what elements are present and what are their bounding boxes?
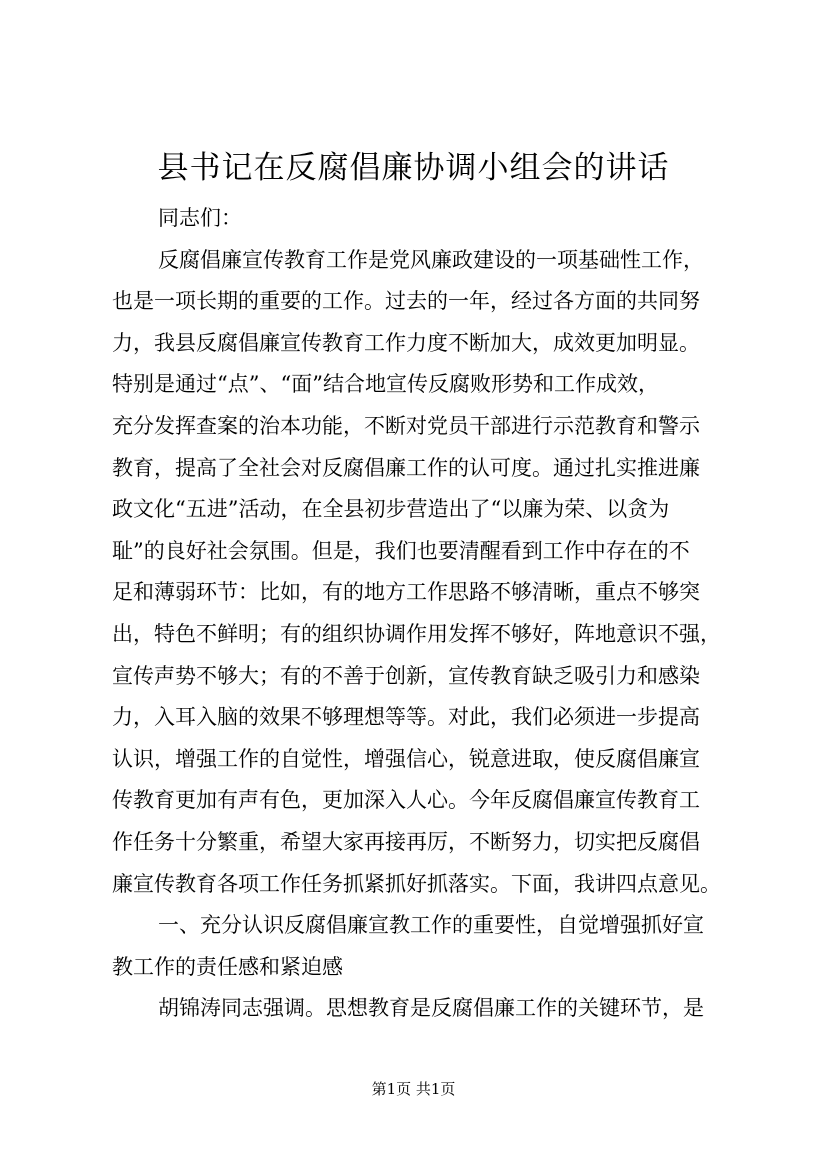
section-heading-line: 一、充分认识反腐倡廉宣教工作的重要性，自觉增强抓好宣 bbox=[158, 913, 704, 938]
body-line: 力，入耳入脑的效果不够理想等等。对此，我们必须进一步提高 bbox=[112, 705, 700, 730]
body-line: 教育，提高了全社会对反腐倡廉工作的认可度。通过扎实推进廉 bbox=[112, 455, 700, 480]
body-line: 充分发挥查案的治本功能，不断对党员干部进行示范教育和警示 bbox=[112, 413, 700, 438]
body-line: 也是一项长期的重要的工作。过去的一年，经过各方面的共同努 bbox=[112, 289, 700, 314]
body-line: 力，我县反腐倡廉宣传教育工作力度不断加大，成效更加明显。 bbox=[112, 330, 700, 355]
body-line: 足和薄弱环节：比如，有的地方工作思路不够清晰，重点不够突 bbox=[112, 580, 700, 605]
body-line: 特别是通过“点”、“面”结合地宣传反腐败形势和工作成效， bbox=[112, 372, 659, 397]
document-body bbox=[112, 198, 732, 1030]
body-line: 反腐倡廉宣传教育工作是党风廉政建设的一项基础性工作， bbox=[158, 247, 704, 272]
page-footer: 第1页 共1页 bbox=[371, 1080, 456, 1098]
body-line: 耻”的良好社会氛围。但是，我们也要清醒看到工作中存在的不 bbox=[112, 538, 690, 563]
document-title: 县书记在反腐倡廉协调小组会的讲话 bbox=[157, 150, 670, 186]
body-line: 传教育更加有声有色，更加深入人心。今年反腐倡廉宣传教育工 bbox=[112, 788, 700, 813]
section-heading-line: 教工作的责任感和紧迫感 bbox=[112, 954, 343, 979]
body-line: 认识，增强工作的自觉性，增强信心，锐意进取，使反腐倡廉宣 bbox=[112, 746, 700, 771]
body-line: 政文化“五进”活动，在全县初步营造出了“以廉为荣、以贪为 bbox=[112, 497, 670, 522]
body-line: 胡锦涛同志强调。思想教育是反腐倡廉工作的关键环节，是 bbox=[158, 996, 704, 1021]
body-line: 宣传声势不够大；有的不善于创新，宣传教育缺乏吸引力和感染 bbox=[112, 663, 700, 688]
salutation-line: 同志们： bbox=[158, 206, 242, 230]
body-line: 廉宣传教育各项工作任务抓紧抓好抓落实。下面，我讲四点意见。 bbox=[112, 871, 721, 896]
body-line: 作任务十分繁重，希望大家再接再厉，不断努力，切实把反腐倡 bbox=[112, 829, 700, 854]
body-line: 出，特色不鲜明；有的组织协调作用发挥不够好，阵地意识不强， bbox=[112, 621, 721, 646]
